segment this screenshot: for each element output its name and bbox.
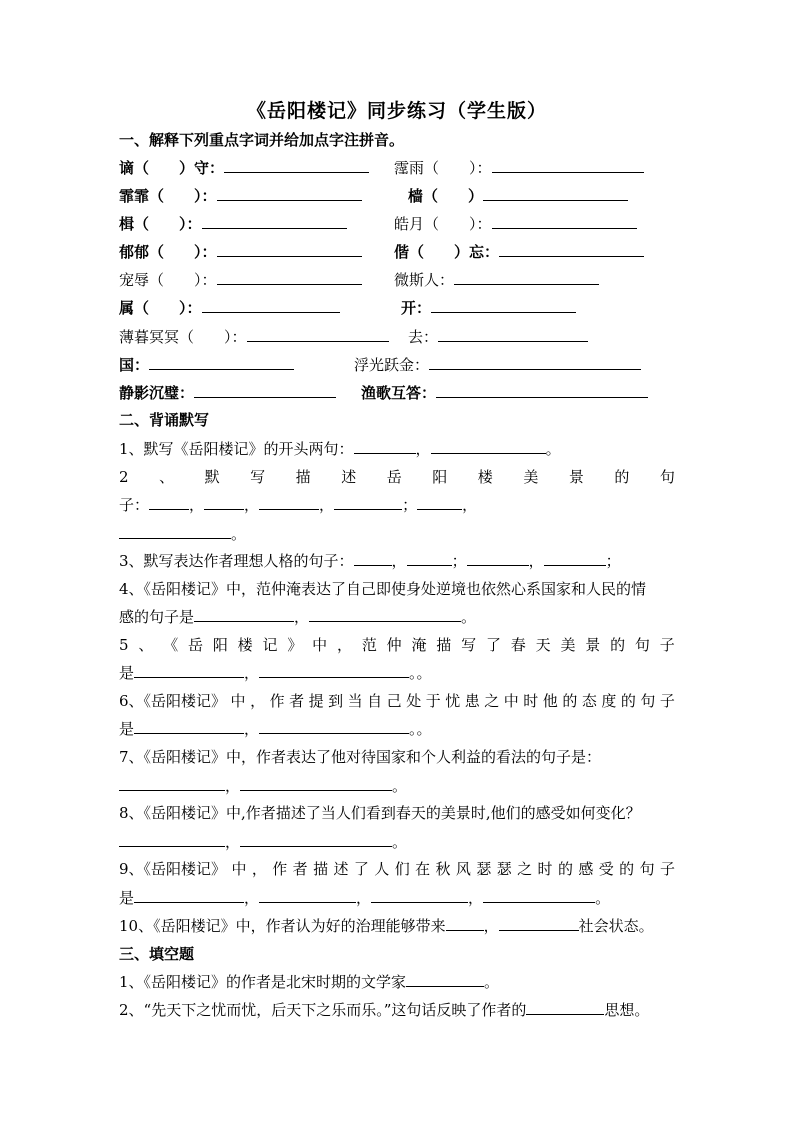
question-text: 子： <box>119 496 150 514</box>
vocab-item-4b <box>394 242 644 262</box>
answer-blank[interactable] <box>354 551 392 566</box>
q-char: 受 <box>598 860 614 878</box>
answer-blank[interactable] <box>467 551 529 566</box>
q-char: 中 <box>503 692 519 710</box>
vocab-item-8b <box>354 355 641 375</box>
vocab-item-9b <box>361 383 648 403</box>
punct-comma: ， <box>483 917 499 935</box>
punct-comma: ， <box>468 889 484 907</box>
answer-blank[interactable] <box>217 242 362 257</box>
punct-comma: ， <box>244 720 260 738</box>
q-char: 时 <box>523 692 539 710</box>
q-char: 述 <box>333 860 349 878</box>
answer-blank[interactable] <box>259 663 409 678</box>
q-char: 2 <box>119 468 129 486</box>
vocab-label: 微斯人： <box>394 271 455 289</box>
vocab-label: 郁郁（ ）： <box>119 243 217 261</box>
vocab-item-3a <box>119 214 347 234</box>
q-char: 子 <box>659 692 675 710</box>
answer-blank[interactable] <box>407 551 452 566</box>
punct-comma: ， <box>528 552 544 570</box>
q-char: 之 <box>484 692 500 710</box>
vocab-item-6b <box>401 298 576 318</box>
vocab-label: 静影沉璧： <box>119 384 195 402</box>
punct-period: 。 <box>595 889 611 907</box>
q-char: 的 <box>557 860 573 878</box>
vocab-label: 渔歌互答： <box>361 384 437 402</box>
vocab-item-7a <box>119 327 389 347</box>
q-char: 5 <box>119 636 129 654</box>
q-char: 之 <box>517 860 533 878</box>
answer-blank[interactable] <box>499 242 644 257</box>
question-text: 社会状态。 <box>578 917 654 935</box>
q-char: 楼 <box>477 468 493 486</box>
q-char: 美 <box>560 636 576 654</box>
question-2-6-line1 <box>119 691 675 711</box>
page-title: 《岳阳楼记》同步练习（学生版） <box>246 100 547 122</box>
punct-period: 。 <box>461 608 477 626</box>
q-char: ， <box>336 636 352 654</box>
question-text: 3、默写表达作者理想人格的句子： <box>119 552 354 570</box>
q-char: 度 <box>601 692 617 710</box>
section1-heading: 一、解释下列重点字词并给加点字注拼音。 <box>119 131 405 149</box>
vocab-label: 偕（ ）忘： <box>394 243 500 261</box>
answer-blank[interactable] <box>438 327 588 342</box>
q-char: 到 <box>328 692 344 710</box>
answer-blank[interactable] <box>492 214 637 229</box>
answer-blank[interactable] <box>202 298 340 313</box>
punct-period: 。 <box>484 973 500 991</box>
q-char: 句 <box>640 692 656 710</box>
q-char: 中 <box>230 692 246 710</box>
answer-blank[interactable] <box>259 495 319 510</box>
punct-comma: ， <box>391 552 407 570</box>
vocab-label: 霏霏（ ）： <box>119 187 217 205</box>
q-char: 在 <box>415 860 431 878</box>
answer-blank[interactable] <box>259 719 409 734</box>
punct-comma: ， <box>319 496 335 514</box>
q-char: 岳 <box>188 636 204 654</box>
q-char: 中 <box>312 636 328 654</box>
answer-blank[interactable] <box>149 495 189 510</box>
q-char: 写 <box>250 468 266 486</box>
answer-blank[interactable] <box>149 355 294 370</box>
q-char: 》 <box>287 636 303 654</box>
answer-blank[interactable] <box>119 832 225 847</box>
question-2-8-line2 <box>119 832 407 852</box>
vocab-item-3b <box>394 214 637 234</box>
q-char: 天 <box>535 636 551 654</box>
section3-heading: 三、填空题 <box>119 945 195 963</box>
answer-blank[interactable] <box>499 916 579 931</box>
answer-blank[interactable] <box>240 776 392 791</box>
q-char: 的 <box>619 860 635 878</box>
question-2-2-line2 <box>119 495 477 515</box>
q-char: 秋 <box>435 860 451 878</box>
q-char: 美 <box>523 468 539 486</box>
q-char: 6、《岳阳楼记》 <box>119 692 227 710</box>
punct-comma: ， <box>244 889 260 907</box>
vocab-label: 宠辱（ ）： <box>119 271 217 289</box>
vocab-item-2b <box>408 186 628 206</box>
punct-period: 。 <box>231 525 247 543</box>
q-char: 风 <box>455 860 471 878</box>
q-char: 子 <box>659 636 675 654</box>
q-char: 们 <box>394 860 410 878</box>
q-char: 自 <box>367 692 383 710</box>
punct-comma: ， <box>415 440 431 458</box>
q-char: 句 <box>634 636 650 654</box>
vocab-label: 去： <box>408 328 439 346</box>
q-char: 描 <box>295 468 311 486</box>
punct-comma: ， <box>294 608 310 626</box>
q-char: 的 <box>610 636 626 654</box>
q-char: 范 <box>361 636 377 654</box>
answer-blank[interactable] <box>483 888 595 903</box>
question-2-6-line2 <box>119 719 432 739</box>
q-char: 写 <box>461 636 477 654</box>
answer-blank[interactable] <box>240 832 392 847</box>
answer-blank[interactable] <box>436 383 648 398</box>
vocab-label: 霪雨（ ）： <box>394 159 492 177</box>
vocab-label: 薄暮冥冥（ ）： <box>119 328 247 346</box>
question-text: 1、默写《岳阳楼记》的开头两句： <box>119 440 354 458</box>
q-char: 己 <box>386 692 402 710</box>
answer-blank[interactable] <box>134 663 244 678</box>
punct-period: 。 <box>392 833 408 851</box>
punct-comma: ， <box>225 777 241 795</box>
q-char: 患 <box>464 692 480 710</box>
punct-comma: ， <box>462 496 478 514</box>
question-text: 10、《岳阳楼记》中，作者认为好的治理能够带来 <box>119 917 446 935</box>
answer-blank[interactable] <box>446 916 484 931</box>
answer-blank[interactable] <box>134 719 244 734</box>
question-2-4-line2 <box>119 607 476 627</box>
answer-blank[interactable] <box>429 355 641 370</box>
answer-blank[interactable] <box>217 186 362 201</box>
q-char: 瑟 <box>496 860 512 878</box>
vocab-item-4a <box>119 242 362 262</box>
vocab-item-7b <box>408 327 588 347</box>
answer-blank[interactable] <box>454 270 599 285</box>
punct-semicolon: ； <box>605 552 621 570</box>
q-char: 、 <box>138 636 154 654</box>
vocab-label: 楫（ ）： <box>119 215 202 233</box>
q-char: 景 <box>585 636 601 654</box>
answer-blank[interactable] <box>194 607 294 622</box>
answer-blank[interactable] <box>202 214 347 229</box>
q-char: 者 <box>289 692 305 710</box>
answer-blank[interactable] <box>247 327 389 342</box>
section2-heading: 二、背诵默写 <box>119 411 210 429</box>
q-char: 记 <box>262 636 278 654</box>
question-2-5-line1 <box>119 635 675 655</box>
q-char: ， <box>250 692 266 710</box>
answer-blank[interactable] <box>119 776 225 791</box>
question-2-2-line3 <box>119 524 246 544</box>
question-text: 感的句子是 <box>119 608 195 626</box>
answer-blank[interactable] <box>526 1000 604 1015</box>
q-char: 的 <box>620 692 636 710</box>
question-2-9-line1 <box>119 859 675 879</box>
answer-blank[interactable] <box>354 439 416 454</box>
punct-period: 。 <box>545 440 561 458</box>
question-2-3 <box>119 551 621 571</box>
answer-blank[interactable] <box>371 888 468 903</box>
punct-semicolon: ； <box>451 552 467 570</box>
question-2-7-line2 <box>119 776 407 796</box>
question-2-8-line1: 8、《岳阳楼记》中,作者描述了当人们看到春天的美景时,他们的感受如何变化？ <box>119 804 641 822</box>
answer-blank[interactable] <box>309 607 461 622</box>
question-2-7-line1: 7、《岳阳楼记》中，作者表达了他对待国家和个人利益的看法的句子是： <box>119 748 602 766</box>
question-3-1 <box>119 972 499 992</box>
q-char: 阳 <box>432 468 448 486</box>
vocab-label: 樯（ ） <box>408 187 484 205</box>
q-char: 春 <box>510 636 526 654</box>
q-char: 人 <box>374 860 390 878</box>
q-char: 作 <box>272 860 288 878</box>
vocab-item-1b <box>394 158 644 178</box>
q-char: ， <box>251 860 267 878</box>
punct-period: 。 <box>392 777 408 795</box>
punct-semicolon: ； <box>402 496 418 514</box>
question-2-10 <box>119 916 654 936</box>
vocab-item-2a <box>119 186 362 206</box>
punct-period: 。。 <box>409 664 432 682</box>
question-3-2 <box>119 1000 649 1020</box>
q-char: 了 <box>353 860 369 878</box>
answer-blank[interactable] <box>134 888 244 903</box>
question-text: 1、《岳阳楼记》的作者是北宋时期的文学家 <box>119 973 407 991</box>
answer-blank[interactable] <box>544 551 606 566</box>
question-2-2-line1 <box>119 467 675 487</box>
q-char: 感 <box>578 860 594 878</box>
q-char: 态 <box>581 692 597 710</box>
question-text: 2、“先天下之忧而忧，后天下之乐而乐。”这句话反映了作者的 <box>119 1001 527 1019</box>
answer-blank[interactable] <box>224 158 369 173</box>
q-char: 了 <box>485 636 501 654</box>
vocab-label: 属（ ）： <box>119 299 202 317</box>
vocab-item-1a <box>119 158 369 178</box>
q-char: 的 <box>614 468 630 486</box>
q-char: 描 <box>313 860 329 878</box>
question-2-4-line1: 4、《岳阳楼记》中，范仲淹表达了自己即使身处逆境也依然心系国家和人民的情 <box>119 580 647 598</box>
punct-comma: ， <box>356 889 372 907</box>
q-char: 描 <box>436 636 452 654</box>
answer-blank[interactable] <box>417 495 462 510</box>
q-char: 提 <box>308 692 324 710</box>
q-char: 忧 <box>445 692 461 710</box>
q-char: 9、《岳阳楼记》 <box>119 860 227 878</box>
q-char: 句 <box>659 468 675 486</box>
question-2-5-line2 <box>119 663 432 683</box>
punct-period: 。。 <box>409 720 432 738</box>
answer-blank[interactable] <box>431 298 576 313</box>
question-text: 是 <box>119 889 135 907</box>
answer-blank[interactable] <box>204 495 244 510</box>
question-text: 思想。 <box>604 1001 650 1019</box>
q-char: 的 <box>562 692 578 710</box>
q-char: 者 <box>292 860 308 878</box>
q-char: 淹 <box>411 636 427 654</box>
vocab-label: 开： <box>401 299 432 317</box>
vocab-item-5a <box>119 270 362 290</box>
q-char: 中 <box>231 860 247 878</box>
q-char: 岳 <box>386 468 402 486</box>
answer-blank[interactable] <box>334 495 402 510</box>
vocab-item-9a <box>119 383 336 403</box>
question-text: 是 <box>119 720 135 738</box>
vocab-label: 谪（ ）守： <box>119 159 225 177</box>
answer-blank[interactable] <box>217 270 362 285</box>
answer-blank[interactable] <box>483 186 628 201</box>
q-char: 当 <box>347 692 363 710</box>
answer-blank[interactable] <box>406 972 484 987</box>
q-char: 述 <box>341 468 357 486</box>
answer-blank[interactable] <box>492 158 644 173</box>
punct-comma: ， <box>244 496 260 514</box>
punct-comma: ， <box>244 664 260 682</box>
vocab-item-6a <box>119 298 340 318</box>
answer-blank[interactable] <box>119 524 231 539</box>
q-char: 句 <box>639 860 655 878</box>
q-char: 他 <box>542 692 558 710</box>
q-char: 《 <box>163 636 179 654</box>
answer-blank[interactable] <box>259 888 356 903</box>
q-char: 、 <box>159 468 175 486</box>
q-char: 景 <box>568 468 584 486</box>
q-char: 作 <box>269 692 285 710</box>
q-char: 处 <box>406 692 422 710</box>
q-char: 时 <box>537 860 553 878</box>
answer-blank[interactable] <box>431 439 546 454</box>
q-char: 阳 <box>212 636 228 654</box>
vocab-item-5b <box>394 270 599 290</box>
q-char: 默 <box>204 468 220 486</box>
vocab-label: 浮光跃金： <box>354 356 430 374</box>
q-char: 仲 <box>386 636 402 654</box>
vocab-label: 国： <box>119 356 150 374</box>
q-char: 于 <box>425 692 441 710</box>
vocab-item-8a <box>119 355 294 375</box>
question-2-9-line2 <box>119 888 610 908</box>
q-char: 楼 <box>237 636 253 654</box>
question-text: 是 <box>119 664 135 682</box>
vocab-label: 皓月（ ）： <box>394 215 492 233</box>
answer-blank[interactable] <box>194 383 336 398</box>
question-2-1 <box>119 439 561 459</box>
q-char: 子 <box>659 860 675 878</box>
punct-comma: ， <box>189 496 205 514</box>
q-char: 瑟 <box>476 860 492 878</box>
punct-comma: ， <box>225 833 241 851</box>
